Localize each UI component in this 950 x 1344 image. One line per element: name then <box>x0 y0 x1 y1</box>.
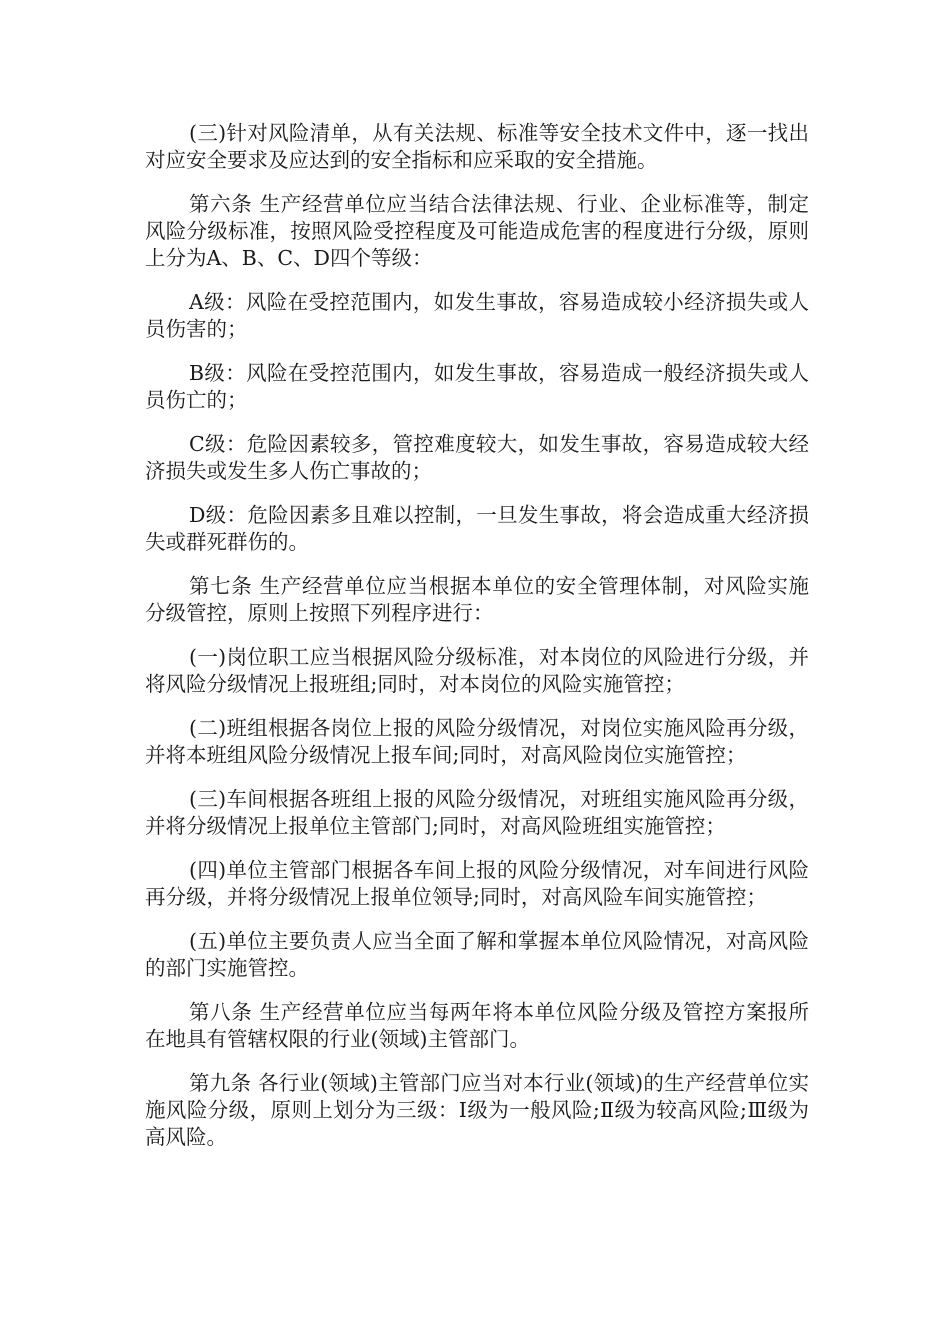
step-5-paragraph: (五)单位主要负责人应当全面了解和掌握本单位风险情况，对高风险的部门实施管控。 <box>145 929 809 980</box>
article-8-paragraph: 第八条 生产经营单位应当每两年将本单位风险分级及管控方案报所在地具有管辖权限的行业(领域)主管部门。 <box>145 1000 809 1051</box>
paragraph-item-3-list: (三)针对风险清单，从有关法规、标准等安全技术文件中，逐一找出对应安全要求及应达到的安全指标和应采取的安全措施。 <box>145 121 809 172</box>
article-7-paragraph: 第七条 生产经营单位应当根据本单位的安全管理体制，对风险实施分级管控，原则上按照下列程序进行： <box>145 574 809 625</box>
document-body <box>145 120 809 1168</box>
grade-c-paragraph: C级：危险因素较多，管控难度较大，如发生事故，容易造成较大经济损失或发生多人伤亡事故的； <box>145 432 809 483</box>
step-3-paragraph: (三)车间根据各班组上报的风险分级情况，对班组实施风险再分级，并将分级情况上报单位主管部门;同时，对高风险班组实施管控； <box>145 787 809 838</box>
step-4-paragraph: (四)单位主管部门根据各车间上报的风险分级情况，对车间进行风险再分级，并将分级情况上报单位领导;同时，对高风险车间实施管控； <box>145 858 809 909</box>
article-9-paragraph: 第九条 各行业(领域)主管部门应当对本行业(领域)的生产经营单位实施风险分级，原则上划分为三级：Ⅰ级为一般风险;Ⅱ级为较高风险;Ⅲ级为高风险。 <box>145 1071 809 1149</box>
grade-d-paragraph: D级：危险因素多且难以控制，一旦发生事故，将会造成重大经济损失或群死群伤的。 <box>145 503 809 554</box>
step-1-paragraph: (一)岗位职工应当根据风险分级标准，对本岗位的风险进行分级，并将风险分级情况上报班组;同时，对本岗位的风险实施管控； <box>145 645 809 696</box>
grade-a-paragraph: A级：风险在受控范围内，如发生事故，容易造成较小经济损失或人员伤害的； <box>145 290 809 341</box>
grade-b-paragraph: B级：风险在受控范围内，如发生事故，容易造成一般经济损失或人员伤亡的； <box>145 361 809 412</box>
article-6-paragraph: 第六条 生产经营单位应当结合法律法规、行业、企业标准等，制定风险分级标准，按照风险受控程度及可能造成危害的程度进行分级，原则上分为A、B、C、D四个等级： <box>145 192 809 270</box>
step-2-paragraph: (二)班组根据各岗位上报的风险分级情况，对岗位实施风险再分级，并将本班组风险分级情况上报车间;同时，对高风险岗位实施管控； <box>145 716 809 767</box>
